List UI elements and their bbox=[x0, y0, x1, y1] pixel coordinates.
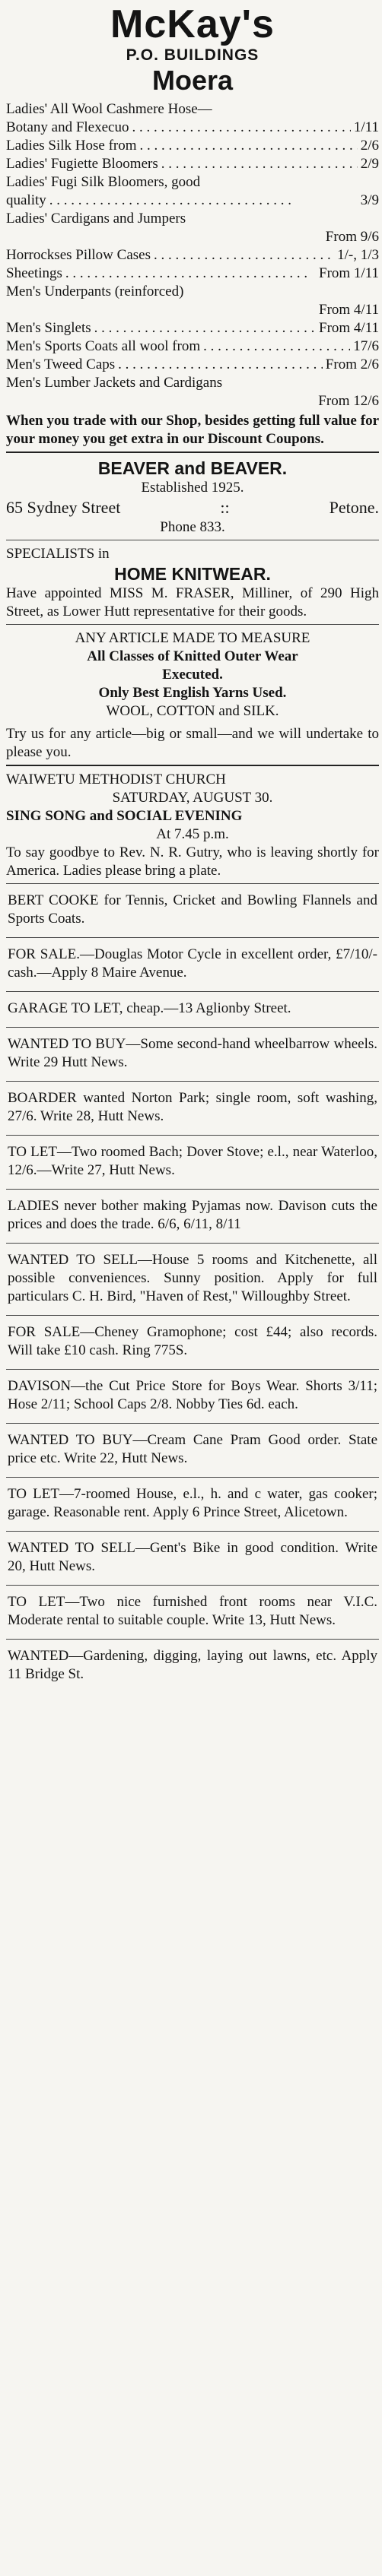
leader-dots bbox=[118, 356, 323, 374]
item-name: Ladies' All Wool Cashmere Hose— bbox=[6, 101, 212, 117]
item-name: Men's Sports Coats all wool from bbox=[6, 338, 201, 354]
classified-gramophone: FOR SALE—Cheney Gramophone; cost £44; also records. Will take £10 cash. Ring 775S. bbox=[8, 1324, 377, 1358]
item-name: Ladies' Fugiette Bloomers bbox=[6, 156, 158, 172]
knitwear-body: Have appointed MISS M. FRASER, Milliner, of 290 High Street, as Lower Hutt representative for their goods. bbox=[6, 585, 379, 619]
divider bbox=[6, 1531, 379, 1532]
price-list-row bbox=[6, 301, 379, 319]
divider bbox=[6, 1423, 379, 1424]
price-list-row bbox=[6, 173, 379, 192]
measure-line4: WOOL, COTTON and SILK. bbox=[106, 703, 279, 719]
classified-pram: WANTED TO BUY—Cream Cane Pram Good order. State price etc. Write 22, Hutt News. bbox=[8, 1432, 377, 1466]
leader-dots bbox=[49, 192, 358, 210]
divider bbox=[6, 1243, 379, 1244]
measure-heading: ANY ARTICLE MADE TO MEASURE bbox=[75, 630, 310, 646]
classified-seven-roomed-house: TO LET—7-roomed House, e.l., h. and c water, gas cooker; garage. Reasonable rent. Apply 6 Prince Street, Alicetown. bbox=[8, 1486, 377, 1520]
price-list-row bbox=[6, 246, 379, 265]
price-list-row bbox=[6, 374, 379, 392]
price-list-row bbox=[6, 319, 379, 337]
measure-line2: Executed. bbox=[162, 667, 223, 683]
beaver-separator: :: bbox=[220, 498, 230, 517]
divider bbox=[6, 1081, 379, 1082]
item-price: 1/-, 1/3 bbox=[337, 247, 379, 263]
item-price: 2/6 bbox=[360, 138, 379, 154]
beaver-address-line bbox=[6, 497, 379, 518]
divider bbox=[6, 765, 379, 766]
item-name: Men's Singlets bbox=[6, 320, 91, 336]
leader-dots bbox=[94, 319, 316, 337]
leader-dots bbox=[132, 119, 350, 137]
price-list-row bbox=[6, 210, 379, 228]
item-name: Horrockses Pillow Cases bbox=[6, 247, 151, 263]
item-name: Men's Lumber Jackets and Cardigans bbox=[6, 375, 223, 391]
church-body: To say goodbye to Rev. N. R. Gutry, who is leaving shortly for America. Ladies please bring a plate. bbox=[6, 844, 379, 879]
mckay-title: McKay's bbox=[110, 2, 275, 46]
item-price: From 4/11 bbox=[319, 320, 379, 336]
item-name: Ladies' Fugi Silk Bloomers, good bbox=[6, 174, 201, 190]
leader-dots bbox=[161, 155, 358, 173]
church-line1: WAIWETU METHODIST CHURCH bbox=[6, 772, 226, 787]
beaver-phone: Phone 833. bbox=[160, 519, 225, 535]
classified-wanted-to-sell-house: WANTED TO SELL—House 5 rooms and Kitchenette, all possible conveniences. Sunny position. Apply for full particulars C. H. Bird, "Haven of Rest," Willoughby Street. bbox=[8, 1252, 377, 1304]
price-list-row bbox=[6, 100, 379, 119]
classified-for-sale-motor-cycle: FOR SALE.—Douglas Motor Cycle in excellent order, £7/10/- cash.—Apply 8 Maire Avenue. bbox=[8, 946, 377, 981]
classified-gents-bike: WANTED TO SELL—Gent's Bike in good condition. Write 20, Hutt News. bbox=[8, 1540, 377, 1574]
classified-bert-cooke: BERT COOKE for Tennis, Cricket and Bowling Flannels and Sports Coats. bbox=[8, 892, 377, 927]
divider bbox=[6, 1639, 379, 1640]
classified-garage-to-let: GARAGE TO LET, cheap.—13 Aglionby Street. bbox=[8, 1000, 291, 1016]
beaver-established: Established 1925. bbox=[141, 480, 244, 496]
divider bbox=[6, 1027, 379, 1028]
item-price: From 2/6 bbox=[325, 356, 379, 372]
classified-davison: DAVISON—the Cut Price Store for Boys Wear. Shorts 3/11; Hose 2/11; School Caps 2/8. Nobby Ties 6d. each. bbox=[8, 1378, 377, 1412]
beaver-title: BEAVER and BEAVER. bbox=[97, 458, 288, 478]
price-list-row bbox=[6, 228, 379, 246]
price-list-row bbox=[6, 155, 379, 173]
price-list-row bbox=[6, 137, 379, 155]
divider bbox=[6, 883, 379, 884]
item-price: From 1/11 bbox=[319, 265, 379, 281]
classified-to-let-bach: TO LET—Two roomed Bach; Dover Stove; e.l., near Waterloo, 12/6.—Write 27, Hutt News. bbox=[8, 1144, 377, 1178]
item-price: From 12/6 bbox=[318, 393, 379, 409]
price-list-row bbox=[6, 119, 379, 137]
item-name: Ladies' Cardigans and Jumpers bbox=[6, 211, 186, 227]
knitwear-intro: SPECIALISTS in bbox=[6, 546, 110, 562]
mckay-price-list bbox=[6, 100, 379, 410]
item-price: 1/11 bbox=[353, 119, 379, 135]
classified-pyjamas: LADIES never bother making Pyjamas now. Davison cuts the prices and does the trade. 6/6, 6/11, 8/11 bbox=[8, 1198, 377, 1232]
divider bbox=[6, 937, 379, 938]
divider bbox=[6, 452, 379, 453]
church-line2: SATURDAY, AUGUST 30. bbox=[112, 790, 273, 806]
classified-boarder: BOARDER wanted Norton Park; single room, soft washing, 27/6. Write 28, Hutt News. bbox=[8, 1090, 377, 1124]
item-price: 17/6 bbox=[353, 338, 379, 354]
item-name: quality bbox=[6, 192, 46, 208]
leader-dots bbox=[203, 337, 350, 356]
beaver-town: Petone. bbox=[329, 498, 379, 517]
price-list-row bbox=[6, 192, 379, 210]
divider bbox=[6, 1135, 379, 1136]
divider bbox=[6, 1585, 379, 1586]
church-line3: SING SONG and SOCIAL EVENING bbox=[6, 808, 243, 824]
item-name: Ladies Silk Hose from bbox=[6, 138, 137, 154]
item-name: Botany and Flexecuo bbox=[6, 119, 129, 135]
beaver-address: 65 Sydney Street bbox=[6, 498, 121, 517]
leader-dots bbox=[154, 246, 334, 265]
classified-gardening: WANTED—Gardening, digging, laying out lawns, etc. Apply 11 Bridge St. bbox=[8, 1648, 377, 1682]
classified-wanted-wheelbarrow: WANTED TO BUY—Some second-hand wheelbarrow wheels. Write 29 Hutt News. bbox=[8, 1036, 377, 1070]
item-name: Men's Underpants (reinforced) bbox=[6, 284, 184, 299]
item-name: Men's Tweed Caps bbox=[6, 356, 116, 372]
price-list-row bbox=[6, 265, 379, 283]
item-price: 3/9 bbox=[360, 192, 379, 208]
price-list-row bbox=[6, 356, 379, 374]
classified-furnished-rooms: TO LET—Two nice furnished front rooms near V.I.C. Moderate rental to suitable couple. Write 13, Hutt News. bbox=[8, 1594, 377, 1628]
item-price: 2/9 bbox=[360, 156, 379, 172]
measure-line1: All Classes of Knitted Outer Wear bbox=[87, 648, 298, 664]
newspaper-column bbox=[6, 0, 379, 1690]
measure-body: Try us for any article—big or small—and we will undertake to please you. bbox=[6, 726, 379, 760]
leader-dots bbox=[65, 265, 316, 283]
divider bbox=[6, 991, 379, 992]
divider bbox=[6, 1189, 379, 1190]
price-list-row bbox=[6, 283, 379, 301]
item-price: From 4/11 bbox=[319, 302, 379, 318]
divider bbox=[6, 624, 379, 625]
item-price: From 9/6 bbox=[325, 229, 379, 245]
price-list-row bbox=[6, 337, 379, 356]
leader-dots bbox=[140, 137, 358, 155]
mckay-closing: When you trade with our Shop, besides getting full value for your money you get extra in our Discount Coupons. bbox=[6, 413, 379, 447]
church-line4: At 7.45 p.m. bbox=[156, 826, 229, 842]
divider bbox=[6, 1369, 379, 1370]
item-name: Sheetings bbox=[6, 265, 62, 281]
divider bbox=[6, 1477, 379, 1478]
knitwear-heading: HOME KNITWEAR. bbox=[114, 564, 271, 584]
mckay-place: Moera bbox=[151, 65, 234, 96]
divider bbox=[6, 1315, 379, 1316]
measure-line3: Only Best English Yarns Used. bbox=[98, 685, 287, 701]
price-list-row bbox=[6, 392, 379, 410]
mckay-subtitle: P.O. BUILDINGS bbox=[126, 46, 259, 64]
